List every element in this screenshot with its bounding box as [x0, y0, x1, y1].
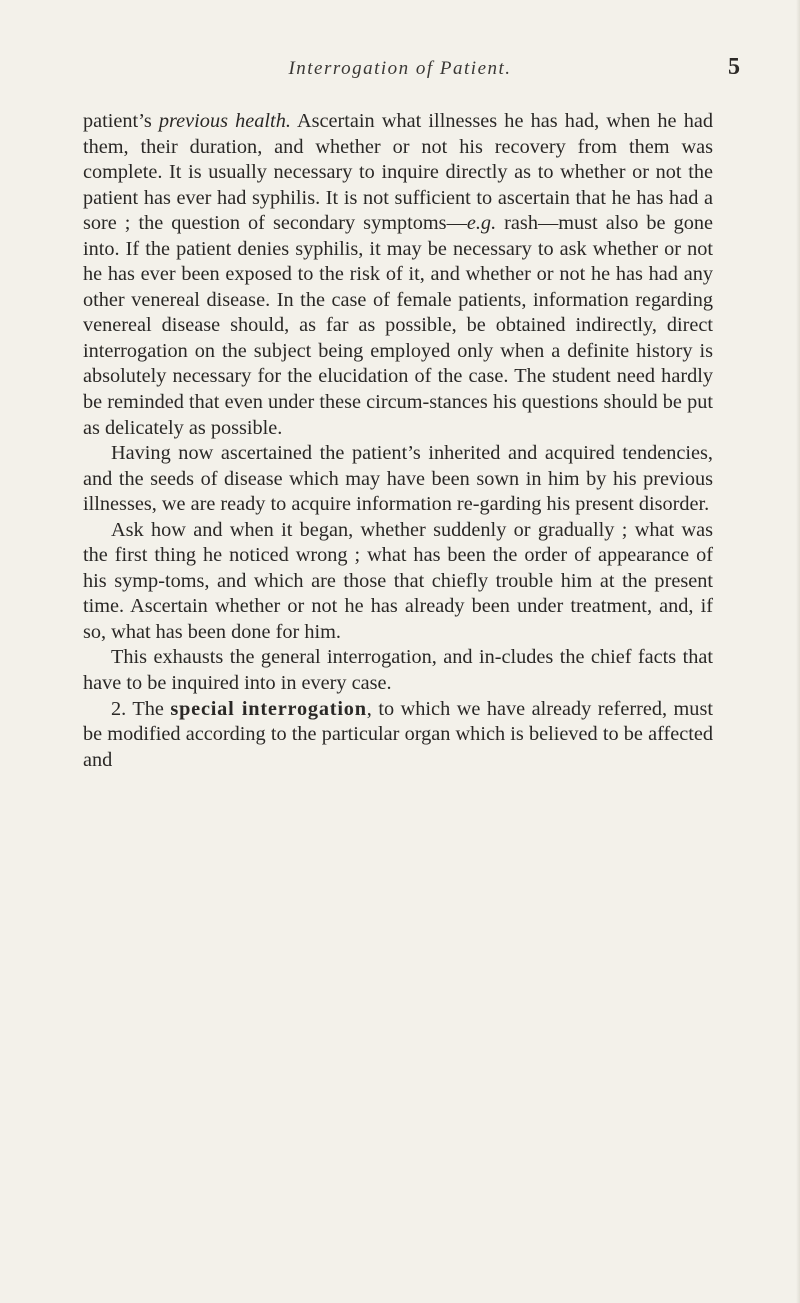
italic-abbreviation: e.g.	[466, 212, 497, 235]
text-segment: This exhausts the general interrogation, and in-cludes the chief facts that have to be inquired into in every case.	[83, 646, 713, 695]
body-text	[83, 109, 713, 773]
text-segment: Having now ascertained the patient’s inherited and acquired tendencies, and the seeds of disease which may have been sown in him by his previous illnesses, we are ready to acquire information re-garding his present disorder.	[83, 442, 713, 516]
paragraph-special-interrogation	[83, 697, 713, 774]
text-segment: Ascertain what illnesses he has had, when he had them, their duration, and whether or not his recovery from them was complete. It is usually necessary to inquire directly as to whether or not the patient has ever had syphilis. It is not sufficient to ascertain that he has had a sore ; the question of secondary symptoms—	[83, 110, 713, 235]
paragraph-previous-health	[83, 109, 713, 441]
paragraph-general-interrogation	[83, 645, 713, 696]
italic-term-previous-health: previous health.	[158, 110, 291, 132]
paragraph-onset-questions	[83, 518, 713, 646]
running-head	[0, 52, 800, 82]
text-segment: rash—must also be gone into. If the patient denies syphilis, it may be necessary to ask whether or not he has ever been exposed to the risk of it, and whether or not he has had any other venereal disease. In the case of female patients, information regarding venereal disease should, as far as possible, be obtained indirectly, direct interrogation on the subject being employed only when a definite history is absolutely necessary for the elucidation of the case. The student need hardly be reminded that even under these circum-stances his questions should be put as delicately as possible.	[83, 212, 713, 439]
page-number: 5	[728, 54, 740, 80]
text-segment: 2. The	[111, 697, 171, 720]
text-segment: Ask how and when it began, whether suddenly or gradually ; what was the first thing he noticed wrong ; what has been the order of appearance of his symp-toms, and which are those that chiefly trouble him at the present time. Ascertain whether or not he has already been under treatment, and, if so, what has been done for him.	[83, 518, 713, 643]
text-segment: patient’s	[83, 110, 159, 132]
page-edge-shadow	[796, 0, 800, 1303]
text-segment: , to which we have already referred, must be modified according to the particular organ which is believed to be affected and	[83, 697, 713, 771]
paragraph-present-disorder	[83, 441, 713, 518]
running-title: Interrogation of Patient.	[288, 58, 512, 79]
bold-term-special-interrogation: special interrogation	[170, 697, 367, 720]
